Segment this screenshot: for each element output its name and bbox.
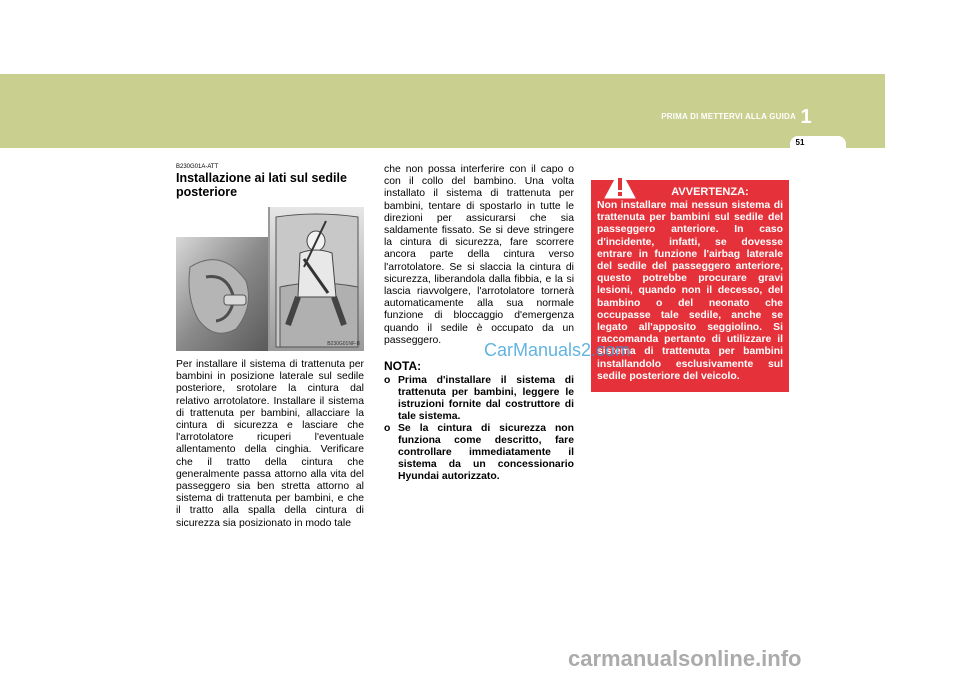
page-number: 51 [795,138,805,147]
nota-bullet: o [384,423,391,435]
nota-title: NOTA: [384,359,422,374]
column-left [176,164,364,530]
nota-item [384,423,574,483]
section-code: B230G01A-ATT [176,164,219,170]
watermark-bottom: carmanualsonline.info [568,646,802,671]
nota-item-text: Prima d'installare il sistema di trattenuta per bambini, leggere le istruzioni fornite dal costruttore di tale sistema. [398,375,574,423]
section-title: Installazione ai lati sul sedile posteriore [176,171,347,199]
child-seat-illustration [176,207,364,351]
column-middle [384,164,574,483]
exclamation-icon [603,168,637,202]
chapter-number: 1 [800,106,812,128]
warning-title: AVVERTENZA: [671,186,749,198]
header-band [0,74,885,148]
figure-code: B230G01NF-B [327,341,360,347]
nota-item-text: Se la cintura di sicurezza non funziona come descritto, fare controllare immediatamente il sistema da un concessionario Hyundai autorizzato. [398,423,574,483]
warning-text: Non installare mai nessun sistema di trattenuta per bambini sul sedile del passeggero anteriore. In caso d'incidente, infatti, se dovesse entrare in funzione l'airbag laterale del sedile del passeggero anteriore, questo potrebbe procurare gravi lesioni, quando non il decesso, del bambino o del neonato che occupasse tale sedile, anche se legato all'apposito seggiolino. Si raccomanda pertanto di utilizzare il sistema di trattenuta per bambini installandolo esclusivamente sul sedile posteriore del veicolo. [597,200,783,382]
body-text-middle: che non possa interferire con il capo o con il collo del bambino. Una volta installato il sistema di trattenuta per bambini, tentare di spostarlo in tutte le direzioni per assicurarsi che sia saldamente fissato. Se si deve stringere la cintura di sicurezza, fare scorrere ancora parte della cintura verso l'arrotolatore. Se si slaccia la cintura di sicurezza, liberandola dalla fibbia, e la si lascia riavvolgere, l'arrotolatore tornerà automaticamente alla sua normale funzione di bloccaggio d'emergenza quando il sedile è occupato da un passeggero. [384,164,574,346]
chapter-title: PRIMA DI METTERVI ALLA GUIDA [661,112,796,121]
nota-item [384,375,574,423]
body-text-left: Per installare il sistema di trattenuta per bambini in posizione laterale sul sedile posteriore, srotolare la cintura dal relativo arrotolatore. Installare il sistema di trattenuta per bambini, allacciare la cintura di sicurezza e lasciare che l'arrotolatore ricuperi l'eventuale allentamento della cinghia. Verificare che il tratto della cintura che generalmente passa attorno alla vita del passeggero sia ben stretta attorno al sistema di trattenuta per bambini, e che il tratto alla spalla della cintura di sicurezza sia posizionato in modo tale [176,359,364,529]
nota-bullet: o [384,375,391,387]
watermark-middle: CarManuals2.com [484,340,631,360]
illustration-graphic [176,207,364,351]
nota-list [384,375,574,483]
